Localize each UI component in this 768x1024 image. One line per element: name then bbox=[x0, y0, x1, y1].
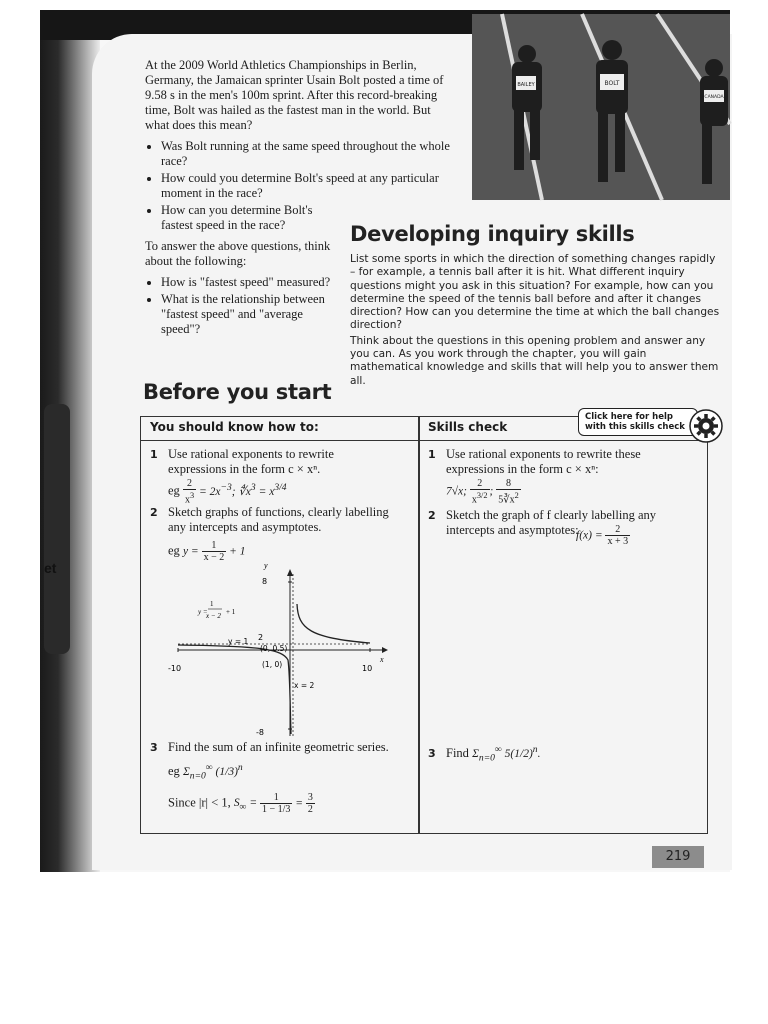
asymptote-v-label: x = 2 bbox=[294, 681, 315, 690]
table-column-divider bbox=[418, 416, 420, 834]
y-tick-two: 2 bbox=[258, 633, 264, 642]
right-item-1 bbox=[428, 447, 698, 477]
x-axis-label: x bbox=[380, 655, 384, 664]
item-text: Use rational exponents to rewrite these expressions in the form c × xⁿ: bbox=[446, 447, 641, 476]
side-tab bbox=[44, 404, 70, 654]
y-tick-bottom: -8 bbox=[256, 728, 264, 737]
x-intercept-label: (1, 0) bbox=[262, 660, 283, 669]
right-item-1-expressions: 7√x; $\frac{2}{x^{3/2}}$ ; $\frac{8}{5∛x^2}$ bbox=[446, 478, 519, 506]
section-title-before: Before you start bbox=[143, 380, 332, 404]
list-item: • How is "fastest speed" measured? bbox=[161, 275, 336, 290]
item-number: 3 bbox=[150, 741, 158, 754]
left-item-1-example: eg $\frac{2}{x^3}$ = $2x^{-3}$; $∜x^3 = x^{3/4}$ bbox=[168, 478, 287, 506]
since-label: Since |r| < 1, bbox=[168, 795, 231, 810]
list-item: • How can you determine Bolt's fastest speed in the race? bbox=[161, 203, 341, 233]
item-text: Sketch graphs of functions, clearly labelling any intercepts and asymptotes. bbox=[168, 505, 389, 534]
list-item: • Was Bolt running at the same speed throughout the whole race? bbox=[161, 139, 450, 169]
right-item-2-function: f(x) = $\frac{2}{x + 3}$ bbox=[576, 524, 629, 547]
right-item-2 bbox=[428, 508, 698, 538]
left-item-2-example: eg y = $\frac{1}{x - 2}$ + 1 bbox=[168, 540, 246, 563]
bib-bolt: BOLT bbox=[604, 80, 620, 87]
bib-bailey: BAILEY bbox=[517, 82, 535, 88]
x-tick-right: 10 bbox=[362, 664, 373, 673]
item-number: 2 bbox=[428, 509, 436, 522]
x-tick-left: -10 bbox=[168, 664, 182, 673]
think-bullets bbox=[145, 275, 336, 337]
left-item-3-example: eg $\Sigma_{n=0}^\infty$ $(1/3)^n$ bbox=[168, 762, 243, 782]
skills-check-help-button[interactable]: Click here for help with this skills check bbox=[578, 408, 698, 436]
svg-text:1: 1 bbox=[210, 600, 214, 608]
intro-bullets bbox=[145, 139, 450, 233]
page-number: 219 bbox=[652, 846, 704, 868]
y-axis-label: y bbox=[264, 561, 268, 570]
list-item: • How could you determine Bolt's speed at any particular moment in the race? bbox=[161, 171, 450, 201]
svg-text:x − 2: x − 2 bbox=[206, 612, 221, 620]
list-item: • What is the relationship between "fastest speed" and "average speed"? bbox=[161, 292, 336, 337]
item-number: 1 bbox=[150, 448, 158, 461]
right-item-3: 3 Find $\Sigma_{n=0}^\infty$ $5(1/2)^n$. bbox=[428, 744, 541, 764]
left-item-3 bbox=[150, 740, 418, 755]
sprinters-photo bbox=[472, 14, 730, 200]
left-item-1 bbox=[150, 447, 400, 477]
left-item-2 bbox=[150, 505, 405, 535]
gear-icon[interactable] bbox=[688, 408, 724, 444]
left-item-3-solution: Since |r| < 1, $S_\infty$ = $\frac{1}{1 - 1/3}$ = $\frac{3}{2}$ bbox=[168, 792, 313, 815]
intro-paragraph: At the 2009 World Athletics Championships in Berlin, Germany, the Jamaican sprinter Usain Bolt posted a time of 9.58 s in the men's 100m sprint. After this record-breaking time, Bolt was hailed as the fastest man in the world. But what does this mean? bbox=[145, 58, 444, 132]
section-title-developing: Developing inquiry skills bbox=[350, 222, 635, 246]
developing-paragraph-1: List some sports in which the direction of something changes rapidly – for example, a tennis ball after it is hit. What different inquiry questions might you ask in this situation? For example, how can you determine the speed of the tennis ball before and after it changes direction? How can you determine the time at which the ball changes direction? bbox=[350, 253, 720, 332]
eg-label: eg bbox=[168, 483, 180, 498]
svg-text:+ 1: + 1 bbox=[226, 608, 236, 616]
item-number: 2 bbox=[150, 506, 158, 519]
y-intercept-label: (0, 0.5) bbox=[260, 644, 288, 653]
header-skills-check: Skills check bbox=[428, 420, 508, 434]
developing-paragraph-2: Think about the questions in this opening problem and answer any you can. As you work through the chapter, you will gain mathematical knowledge and skills that will help you to answer them all. bbox=[350, 334, 719, 387]
eg-label: eg bbox=[168, 543, 180, 558]
bib-canada: CANADA bbox=[704, 95, 724, 100]
item-text: Find the sum of an infinite geometric series. bbox=[168, 740, 389, 754]
svg-text:y =: y = bbox=[198, 608, 208, 616]
think-paragraph: To answer the above questions, think about the following: bbox=[145, 239, 331, 268]
item-text: Find bbox=[446, 745, 469, 760]
example-graph bbox=[168, 561, 400, 739]
item-number: 3 bbox=[428, 746, 436, 760]
item-text: Sketch the graph of f clearly labelling any intercepts and asymptotes: bbox=[446, 508, 656, 537]
header-you-should-know: You should know how to: bbox=[150, 420, 319, 434]
developing-body bbox=[350, 253, 722, 390]
asymptote-h-label: y = 1 bbox=[228, 637, 249, 646]
y-tick-top: 8 bbox=[262, 577, 268, 586]
item-number: 1 bbox=[428, 448, 436, 461]
item-text: Use rational exponents to rewrite expressions in the form c × xⁿ. bbox=[168, 447, 334, 476]
eg-label: eg bbox=[168, 763, 180, 778]
side-tab-label: et bbox=[44, 560, 57, 576]
